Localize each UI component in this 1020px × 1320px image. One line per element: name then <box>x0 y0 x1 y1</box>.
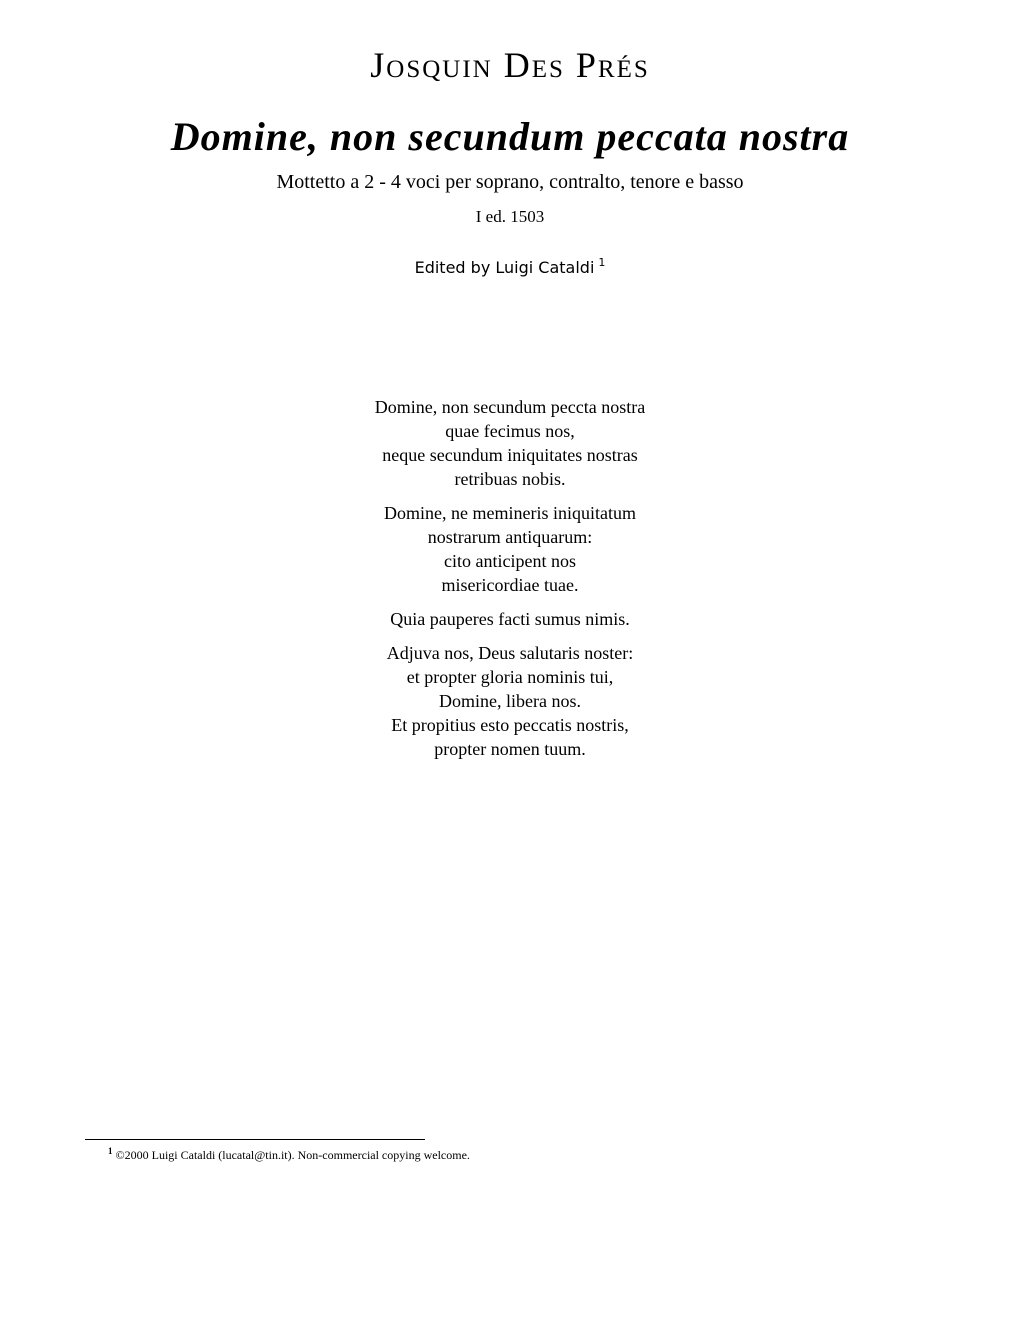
lyrics-line: Quia pauperes facti sumus nimis. <box>390 609 630 629</box>
lyrics-line: cito anticipent nos <box>444 551 576 571</box>
lyrics-stanza <box>0 607 1020 631</box>
footnote-mark: 1 <box>108 1146 113 1156</box>
lyrics-stanza <box>0 501 1020 597</box>
lyrics-line: Adjuva nos, Deus salutaris noster: <box>386 643 634 663</box>
work-title: Domine, non secundum peccata nostra <box>170 114 850 159</box>
lyrics-stanza <box>0 395 1020 491</box>
lyrics-stanza <box>0 641 1020 761</box>
lyrics-line: neque secundum iniquitates nostras <box>382 445 638 465</box>
copyright-notice: ©2000 Luigi Cataldi (lucatal@tin.it). Non-commercial copying welcome. <box>115 1148 470 1162</box>
lyrics-line: retribuas nobis. <box>454 469 566 489</box>
lyrics-line: Domine, non secundum peccta nostra <box>374 397 646 417</box>
lyrics-line: misericordiae tuae. <box>441 575 579 595</box>
footnote-reference: 1 <box>598 256 606 269</box>
editor-name: Edited by Luigi Cataldi <box>414 258 595 277</box>
lyrics-line: nostrarum antiquarum: <box>427 527 593 547</box>
footnote <box>108 1146 470 1163</box>
lyrics-line: Et propitius esto peccatis nostris, <box>391 715 629 735</box>
lyrics-line: Domine, ne memineris iniquitatum <box>384 503 636 523</box>
lyrics-line: Domine, libera nos. <box>439 691 581 711</box>
lyrics-line: et propter gloria nominis tui, <box>406 667 614 687</box>
lyrics-line: propter nomen tuum. <box>434 739 586 759</box>
work-subtitle: Mottetto a 2 - 4 voci per soprano, contralto, tenore e basso <box>276 171 744 193</box>
composer-name: Josquin Des Prés <box>370 45 650 85</box>
footnote-divider <box>85 1139 425 1140</box>
lyrics-text <box>0 395 1020 771</box>
lyrics-line: quae fecimus nos, <box>445 421 575 441</box>
editor-credit <box>0 256 1020 277</box>
edition-info: I ed. 1503 <box>475 207 545 226</box>
